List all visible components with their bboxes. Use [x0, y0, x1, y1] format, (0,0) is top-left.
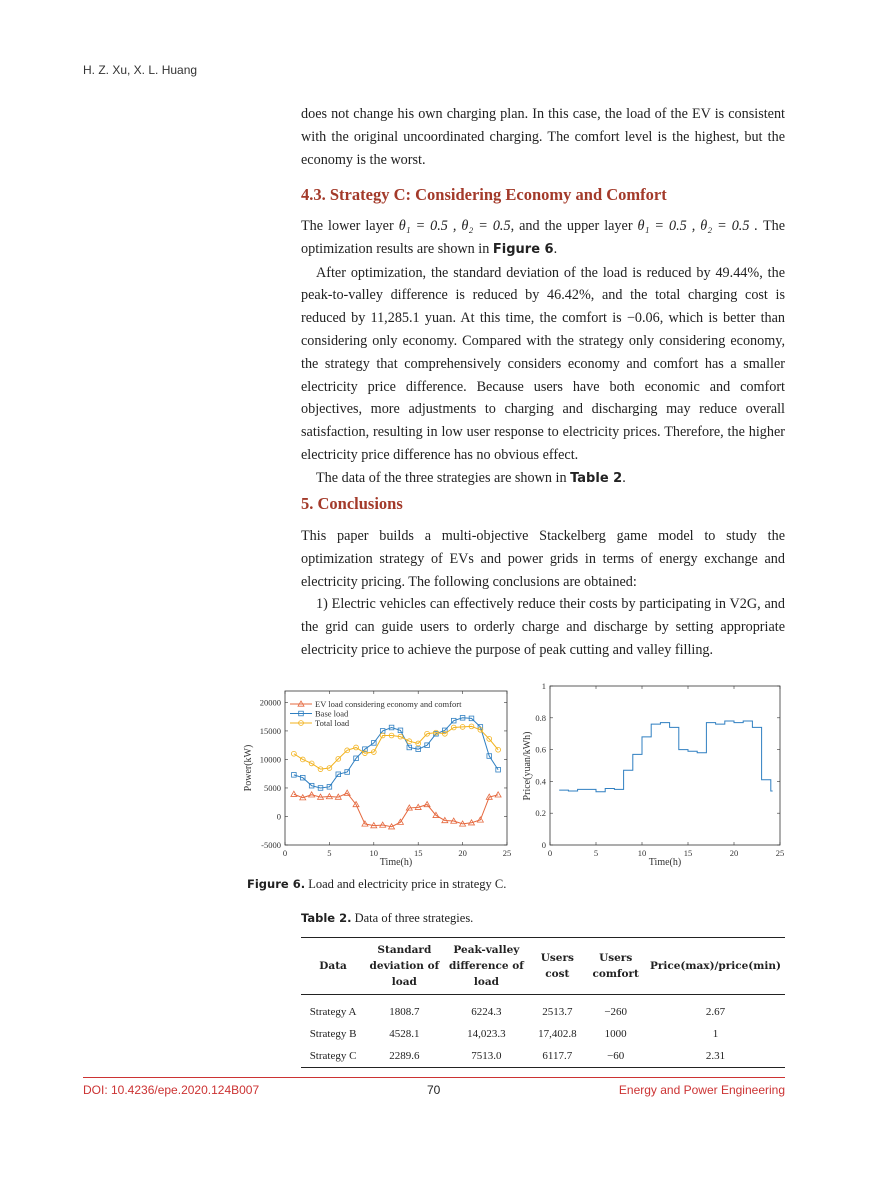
table-cell: 6117.7: [542, 1050, 573, 1062]
price-chart-plot-area: [550, 686, 780, 845]
table-row: [301, 1023, 785, 1045]
table-cell: 14,023.3: [467, 1028, 506, 1040]
price-chart-xlabel: Time(h): [648, 857, 682, 868]
x-tick-label: 20: [458, 848, 467, 858]
y-tick-label: 0.6: [535, 744, 546, 755]
price-chart-ylabel: Price(yuan/kWh): [522, 731, 533, 801]
y-tick-label: 0: [276, 811, 281, 822]
x-tick-label: 0: [547, 848, 553, 858]
table-cell: −260: [604, 1006, 628, 1018]
y-tick-label: 0: [541, 840, 546, 850]
y-tick-label: 0.4: [535, 776, 546, 787]
y-tick-label: 15000: [259, 725, 281, 736]
math-upper-layer: θ₁ = 0.5 , θ₂ = 0.5 .: [637, 218, 758, 234]
table-cell: 17,402.8: [538, 1028, 577, 1040]
section-4-3-paragraph-3: The data of the three strategies are shown in Table 2.: [316, 469, 626, 486]
table-cell: Strategy A: [309, 1006, 357, 1018]
y-tick-label: 20000: [259, 697, 281, 708]
section-4-3-body: [301, 215, 785, 491]
table-2-reference-link[interactable]: Table 2: [570, 470, 623, 486]
y-tick-label: 10000: [259, 754, 281, 765]
x-tick-label: 5: [327, 848, 332, 858]
x-tick-label: 20: [729, 848, 739, 858]
table-row: [301, 995, 785, 1024]
legend-label: EV load considering economy and comfort: [315, 699, 462, 709]
section-5-body: [301, 525, 785, 662]
figure-6-reference-link[interactable]: Figure 6: [492, 241, 554, 257]
table-header-users-cost: Users cost: [540, 952, 574, 980]
y-tick-label: 0.2: [535, 808, 546, 819]
section-5-paragraph-2: 1) Electric vehicles can effectively reduce their costs by participating in V2G, and the grid can guide users to orderly charge and discharge by setting appropriate electricity price to achieve the purpose of peak cutting and valley filling.: [301, 596, 785, 658]
table-header-peak-valley: Peak-valley difference of load: [449, 944, 524, 988]
intro-paragraph: does not change his own charging plan. In this case, the load of the EV is consistent with the original uncoordinated charging. The comfort level is the highest, but the economy is the worst.: [301, 106, 785, 168]
table-header-data: Data: [319, 960, 347, 972]
legend-label: Base load: [315, 708, 349, 719]
section-5-title: 5. Conclusions: [301, 494, 403, 513]
table-cell: 2.31: [705, 1050, 726, 1062]
table-cell: 2289.6: [389, 1050, 420, 1062]
table-cell: 7513.0: [471, 1050, 502, 1062]
x-tick-label: 15: [683, 848, 693, 858]
table-cell: 2.67: [705, 1006, 726, 1018]
section-4-3-title: 4.3. Strategy C: Considering Economy and Comfort: [301, 185, 667, 204]
table-cell: −60: [607, 1050, 625, 1062]
section-4-3-paragraph-1: The lower layer θ₁ = 0.5 , θ₂ = 0.5, and the upper layer θ₁ = 0.5 , θ₂ = 0.5 . The optimization results are shown in Figure 6.: [301, 218, 786, 257]
x-tick-label: 15: [413, 848, 423, 858]
x-tick-label: 25: [502, 848, 512, 858]
table-header-row: [301, 938, 785, 995]
section-5-paragraph-1: This paper builds a multi-objective Stackelberg game model to study the optimization strategy of EVs and power grids in terms of energy exchange and electricity pricing. The following conclusions are obtained:: [301, 528, 785, 590]
legend-label: Total load: [315, 718, 350, 728]
table-cell: 4528.1: [389, 1028, 420, 1040]
table-row: [301, 1045, 785, 1068]
footer-divider: [83, 1077, 785, 1078]
table-cell: 6224.3: [471, 1006, 502, 1018]
table-header-std-dev: Standard deviation of load: [369, 944, 440, 988]
table-header-users-comfort: Users comfort: [592, 952, 639, 980]
power-load-chart: [240, 683, 520, 873]
y-tick-label: 0.8: [535, 712, 546, 723]
table-cell: Strategy B: [309, 1028, 357, 1040]
table-cell: 1: [712, 1028, 719, 1040]
table-cell: Strategy C: [309, 1050, 357, 1062]
electricity-price-chart: [520, 678, 790, 873]
power-chart-xlabel: Time(h): [379, 857, 413, 868]
x-tick-label: 25: [775, 848, 785, 858]
x-tick-label: 5: [593, 848, 599, 858]
running-header-author: H. Z. Xu, X. L. Huang: [83, 63, 198, 77]
footer-journal-name: Energy and Power Engineering: [618, 1083, 785, 1097]
y-tick-label: 5000: [264, 782, 281, 793]
section-4-3-paragraph-2: After optimization, the standard deviation of the load is reduced by 49.44%, the peak-to-valley difference is reduced by 46.42%, and the total charging cost is reduced by 11,285.1 yuan. At this time, the comfort is −0.06, which is better than considering only economy. Compared with the strategy only considering economy, the strategy that comprehensively considers economy and comfort has a smaller electricity price difference. Because users have both economic and comfort objectives, more adjustments to charging and discharging may reduce overall satisfaction, resulting in low user response to electricity prices. Therefore, the higher electricity price difference has no obvious effect.: [301, 264, 785, 463]
math-lower-layer: θ₁ = 0.5 , θ₂ = 0.5: [398, 218, 511, 234]
footer-page-number: 70: [427, 1083, 441, 1097]
power-chart-ylabel: Power(kW): [243, 744, 254, 792]
table-cell: 1000: [604, 1028, 627, 1040]
y-tick-label: 1: [541, 681, 546, 691]
y-tick-label: -5000: [261, 840, 281, 850]
table-cell: 1808.7: [389, 1006, 420, 1018]
table-header-price-ratio: Price(max)/price(min): [649, 960, 781, 972]
x-tick-label: 10: [369, 848, 379, 858]
strategies-data-table: [301, 937, 785, 1068]
table-cell: 2513.7: [542, 1006, 573, 1018]
figure-6-caption: Figure 6. Load and electricity price in strategy C.: [247, 877, 507, 891]
x-tick-label: 0: [282, 848, 288, 858]
x-tick-label: 10: [637, 848, 647, 858]
table-2-caption: Table 2. Data of three strategies.: [301, 911, 474, 925]
footer-doi-link[interactable]: DOI: 10.4236/epe.2020.124B007: [83, 1083, 260, 1097]
